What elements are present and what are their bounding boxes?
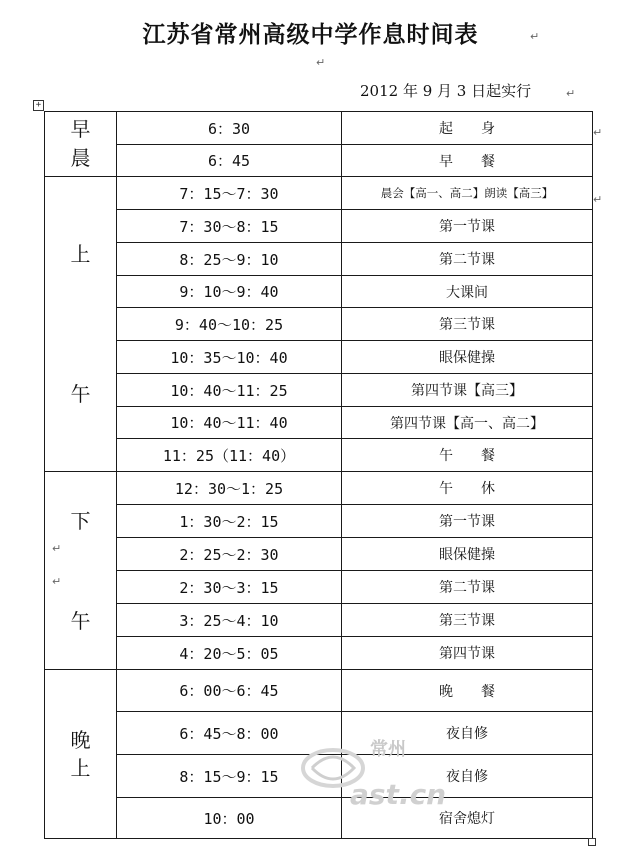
table-row [45, 670, 593, 712]
time-cell: 8：25～9：10 [117, 243, 342, 276]
time-cell: 8：15～9：15 [117, 755, 342, 798]
time-cell: 10：00 [117, 798, 342, 839]
period-forenoon [45, 177, 117, 472]
period-label: 下 [70, 508, 91, 533]
activity-cell: 第三节课 [342, 604, 593, 637]
table-row [45, 243, 593, 276]
time-cell: 1：30～2：15 [117, 505, 342, 538]
activity-cell: 午 餐 [342, 439, 593, 472]
activity-cell: 起 身 [342, 112, 593, 145]
activity-cell: 第一节课 [342, 210, 593, 243]
paragraph-mark: ↵ [593, 126, 603, 139]
time-cell: 6：45 [117, 145, 342, 177]
time-cell: 9：40～10：25 [117, 308, 342, 341]
paragraph-mark: ↵ [316, 56, 326, 69]
time-cell: 7：30～8：15 [117, 210, 342, 243]
table-move-handle-icon[interactable]: + [33, 100, 44, 111]
activity-cell: 大课间 [342, 276, 593, 308]
schedule-table [44, 111, 593, 839]
table-row [45, 637, 593, 670]
time-cell: 3：25～4：10 [117, 604, 342, 637]
time-cell: 6：45～8：00 [117, 712, 342, 755]
time-cell: 10：35～10：40 [117, 341, 342, 374]
watermark-text: 常州 [370, 739, 406, 760]
paragraph-mark: ↵ [566, 87, 576, 100]
paragraph-mark: ↵ [593, 193, 603, 206]
table-row [45, 308, 593, 341]
time-cell: 11：25（11：40） [117, 439, 342, 472]
activity-cell: 眼保健操 [342, 538, 593, 571]
activity-cell: 第二节课 [342, 571, 593, 604]
table-row [45, 145, 593, 177]
table-row [45, 505, 593, 538]
watermark-domain: ast.cn [350, 778, 447, 811]
time-cell: 9：10～9：40 [117, 276, 342, 308]
time-cell: 10：40～11：40 [117, 407, 342, 439]
activity-cell: 午 休 [342, 472, 593, 505]
paragraph-mark: ↵ [52, 575, 62, 588]
period-label: 午 [70, 608, 91, 633]
activity-cell: 第四节课 [342, 637, 593, 670]
activity-cell: 第四节课【高一、高二】 [342, 407, 593, 439]
time-cell: 2：25～2：30 [117, 538, 342, 571]
time-cell: 10：40～11：25 [117, 374, 342, 407]
time-cell: 4：20～5：05 [117, 637, 342, 670]
time-cell: 6：00～6：45 [117, 670, 342, 712]
table-row [45, 472, 593, 505]
activity-cell: 早 餐 [342, 145, 593, 177]
time-cell: 12：30～1：25 [117, 472, 342, 505]
period-label: 午 [70, 382, 91, 406]
activity-cell: 宿舍熄灯 [342, 798, 593, 839]
activity-cell: 第三节课 [342, 308, 593, 341]
activity-cell: 夜自修 [342, 712, 593, 755]
period-label: 上 [70, 242, 91, 266]
table-row [45, 210, 593, 243]
table-row [45, 439, 593, 472]
time-cell: 7：15～7：30 [117, 177, 342, 210]
period-morning-early [45, 112, 117, 177]
table-row [45, 276, 593, 308]
period-evening [45, 670, 117, 839]
activity-cell: 第一节课 [342, 505, 593, 538]
table-row [45, 571, 593, 604]
activity-cell: 眼保健操 [342, 341, 593, 374]
activity-cell: 第四节课【高三】 [342, 374, 593, 407]
period-afternoon [45, 472, 117, 670]
activity-cell: 第二节课 [342, 243, 593, 276]
table-row [45, 407, 593, 439]
time-cell: 2：30～3：15 [117, 571, 342, 604]
table-row [45, 177, 593, 210]
table-row [45, 374, 593, 407]
period-label: 早晨 [70, 117, 91, 170]
effective-date: 2012 年 9 月 3 日起实行 [360, 82, 532, 100]
activity-cell: 晚 餐 [342, 670, 593, 712]
table-row [45, 798, 593, 839]
activity-cell: 夜自修 [342, 755, 593, 798]
table-row [45, 538, 593, 571]
paragraph-mark: ↵ [52, 542, 62, 555]
period-label: 晚上 [70, 727, 91, 780]
table-row [45, 341, 593, 374]
paragraph-mark: ↵ [530, 30, 540, 43]
table-row [45, 112, 593, 145]
time-cell: 6：30 [117, 112, 342, 145]
table-row [45, 604, 593, 637]
table-resize-handle-icon[interactable] [588, 838, 596, 846]
activity-cell: 晨会【高一、高二】朗读【高三】 [342, 177, 593, 210]
page-title: 江苏省常州高级中学作息时间表 [142, 22, 479, 48]
